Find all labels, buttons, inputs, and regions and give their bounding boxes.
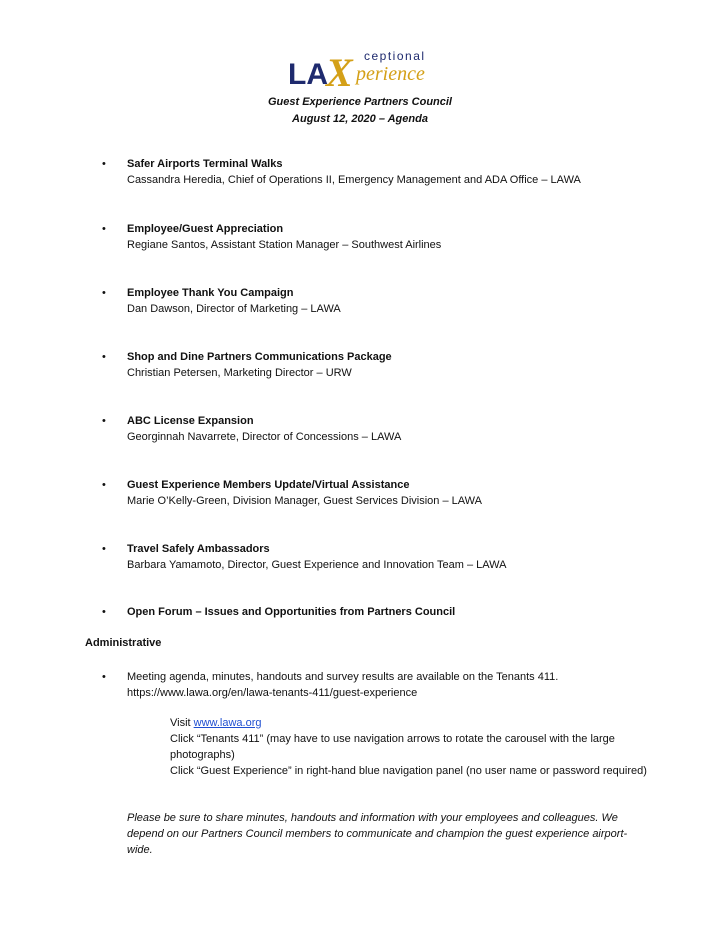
agenda-item-title: Travel Safely Ambassadors <box>127 543 270 555</box>
bullet-icon: • <box>102 606 106 618</box>
logo-graphic <box>286 46 436 90</box>
agenda-item <box>102 413 402 445</box>
bullet-icon: • <box>102 671 106 683</box>
agenda-item-title: Employee Thank You Campaign <box>127 287 294 299</box>
administrative-heading: Administrative <box>85 637 162 649</box>
agenda-item-title: Employee/Guest Appreciation <box>127 223 284 235</box>
agenda-item-presenter: Georginnah Navarrete, Director of Concessions – LAWA <box>127 431 402 443</box>
step-guest-experience: Click “Guest Experience” in right-hand blue navigation panel (no user name or password required) <box>170 765 647 777</box>
agenda-item-presenter: Dan Dawson, Director of Marketing – LAWA <box>127 303 341 315</box>
agenda-item-title: Shop and Dine Partners Communications Package <box>127 351 392 363</box>
logo-perience: perience <box>356 63 425 85</box>
agenda-item <box>102 221 442 253</box>
council-title: Guest Experience Partners Council <box>267 96 452 108</box>
logo-x: X <box>326 50 353 90</box>
agenda-item-presenter: Christian Petersen, Marketing Director – URW <box>127 367 352 379</box>
visit-prefix: Visit <box>170 717 194 729</box>
tenants-url-text: https://www.lawa.org/en/lawa-tenants-411/guest-experience <box>127 687 418 699</box>
agenda-item-presenter: Barbara Yamamoto, Director, Guest Experience and Innovation Team – LAWA <box>127 559 507 571</box>
agenda-item-presenter: Marie O’Kelly-Green, Division Manager, Guest Services Division – LAWA <box>127 495 482 507</box>
agenda-item <box>102 156 581 188</box>
availability-text: Meeting agenda, minutes, handouts and survey results are available on the Tenants 411. <box>127 671 559 683</box>
agenda-item-title: ABC License Expansion <box>127 415 254 427</box>
lawa-link[interactable]: www.lawa.org <box>193 717 262 729</box>
agenda-item <box>102 477 482 509</box>
bullet-icon: • <box>102 223 106 235</box>
agenda-date: August 12, 2020 – Agenda <box>292 113 428 125</box>
agenda-item <box>102 285 341 317</box>
navigation-steps <box>170 715 650 779</box>
agenda-item <box>102 541 507 573</box>
bullet-icon: • <box>102 415 106 427</box>
sharing-note: Please be sure to share minutes, handouts and information with your employees and colleagues. We depend on our Partners Council members to communicate and champion the guest experience airport-wide. <box>127 812 628 856</box>
logo-la: LA <box>288 58 328 90</box>
bullet-icon: • <box>102 158 106 170</box>
agenda-item-title: Open Forum – Issues and Opportunities from Partners Council <box>127 606 456 618</box>
bullet-icon: • <box>102 351 106 363</box>
logo-ceptional: ceptional <box>364 49 426 63</box>
bullet-icon: • <box>102 287 106 299</box>
agenda-item-title: Guest Experience Members Update/Virtual Assistance <box>127 479 410 491</box>
step-visit <box>170 715 650 731</box>
bullet-icon: • <box>102 479 106 491</box>
agenda-item-presenter: Cassandra Heredia, Chief of Operations II, Emergency Management and ADA Office – LAWA <box>127 174 581 186</box>
bullet-icon: • <box>102 543 106 555</box>
step-tenants-411: Click “Tenants 411” (may have to use navigation arrows to rotate the carousel with the large photographs) <box>170 733 615 761</box>
agenda-item-presenter: Regiane Santos, Assistant Station Manager – Southwest Airlines <box>127 239 442 251</box>
agenda-item <box>102 349 392 381</box>
agenda-item <box>102 604 456 620</box>
agenda-item-title: Safer Airports Terminal Walks <box>127 158 283 170</box>
lax-ceptional-logo <box>286 46 436 90</box>
administrative-item <box>102 669 668 701</box>
